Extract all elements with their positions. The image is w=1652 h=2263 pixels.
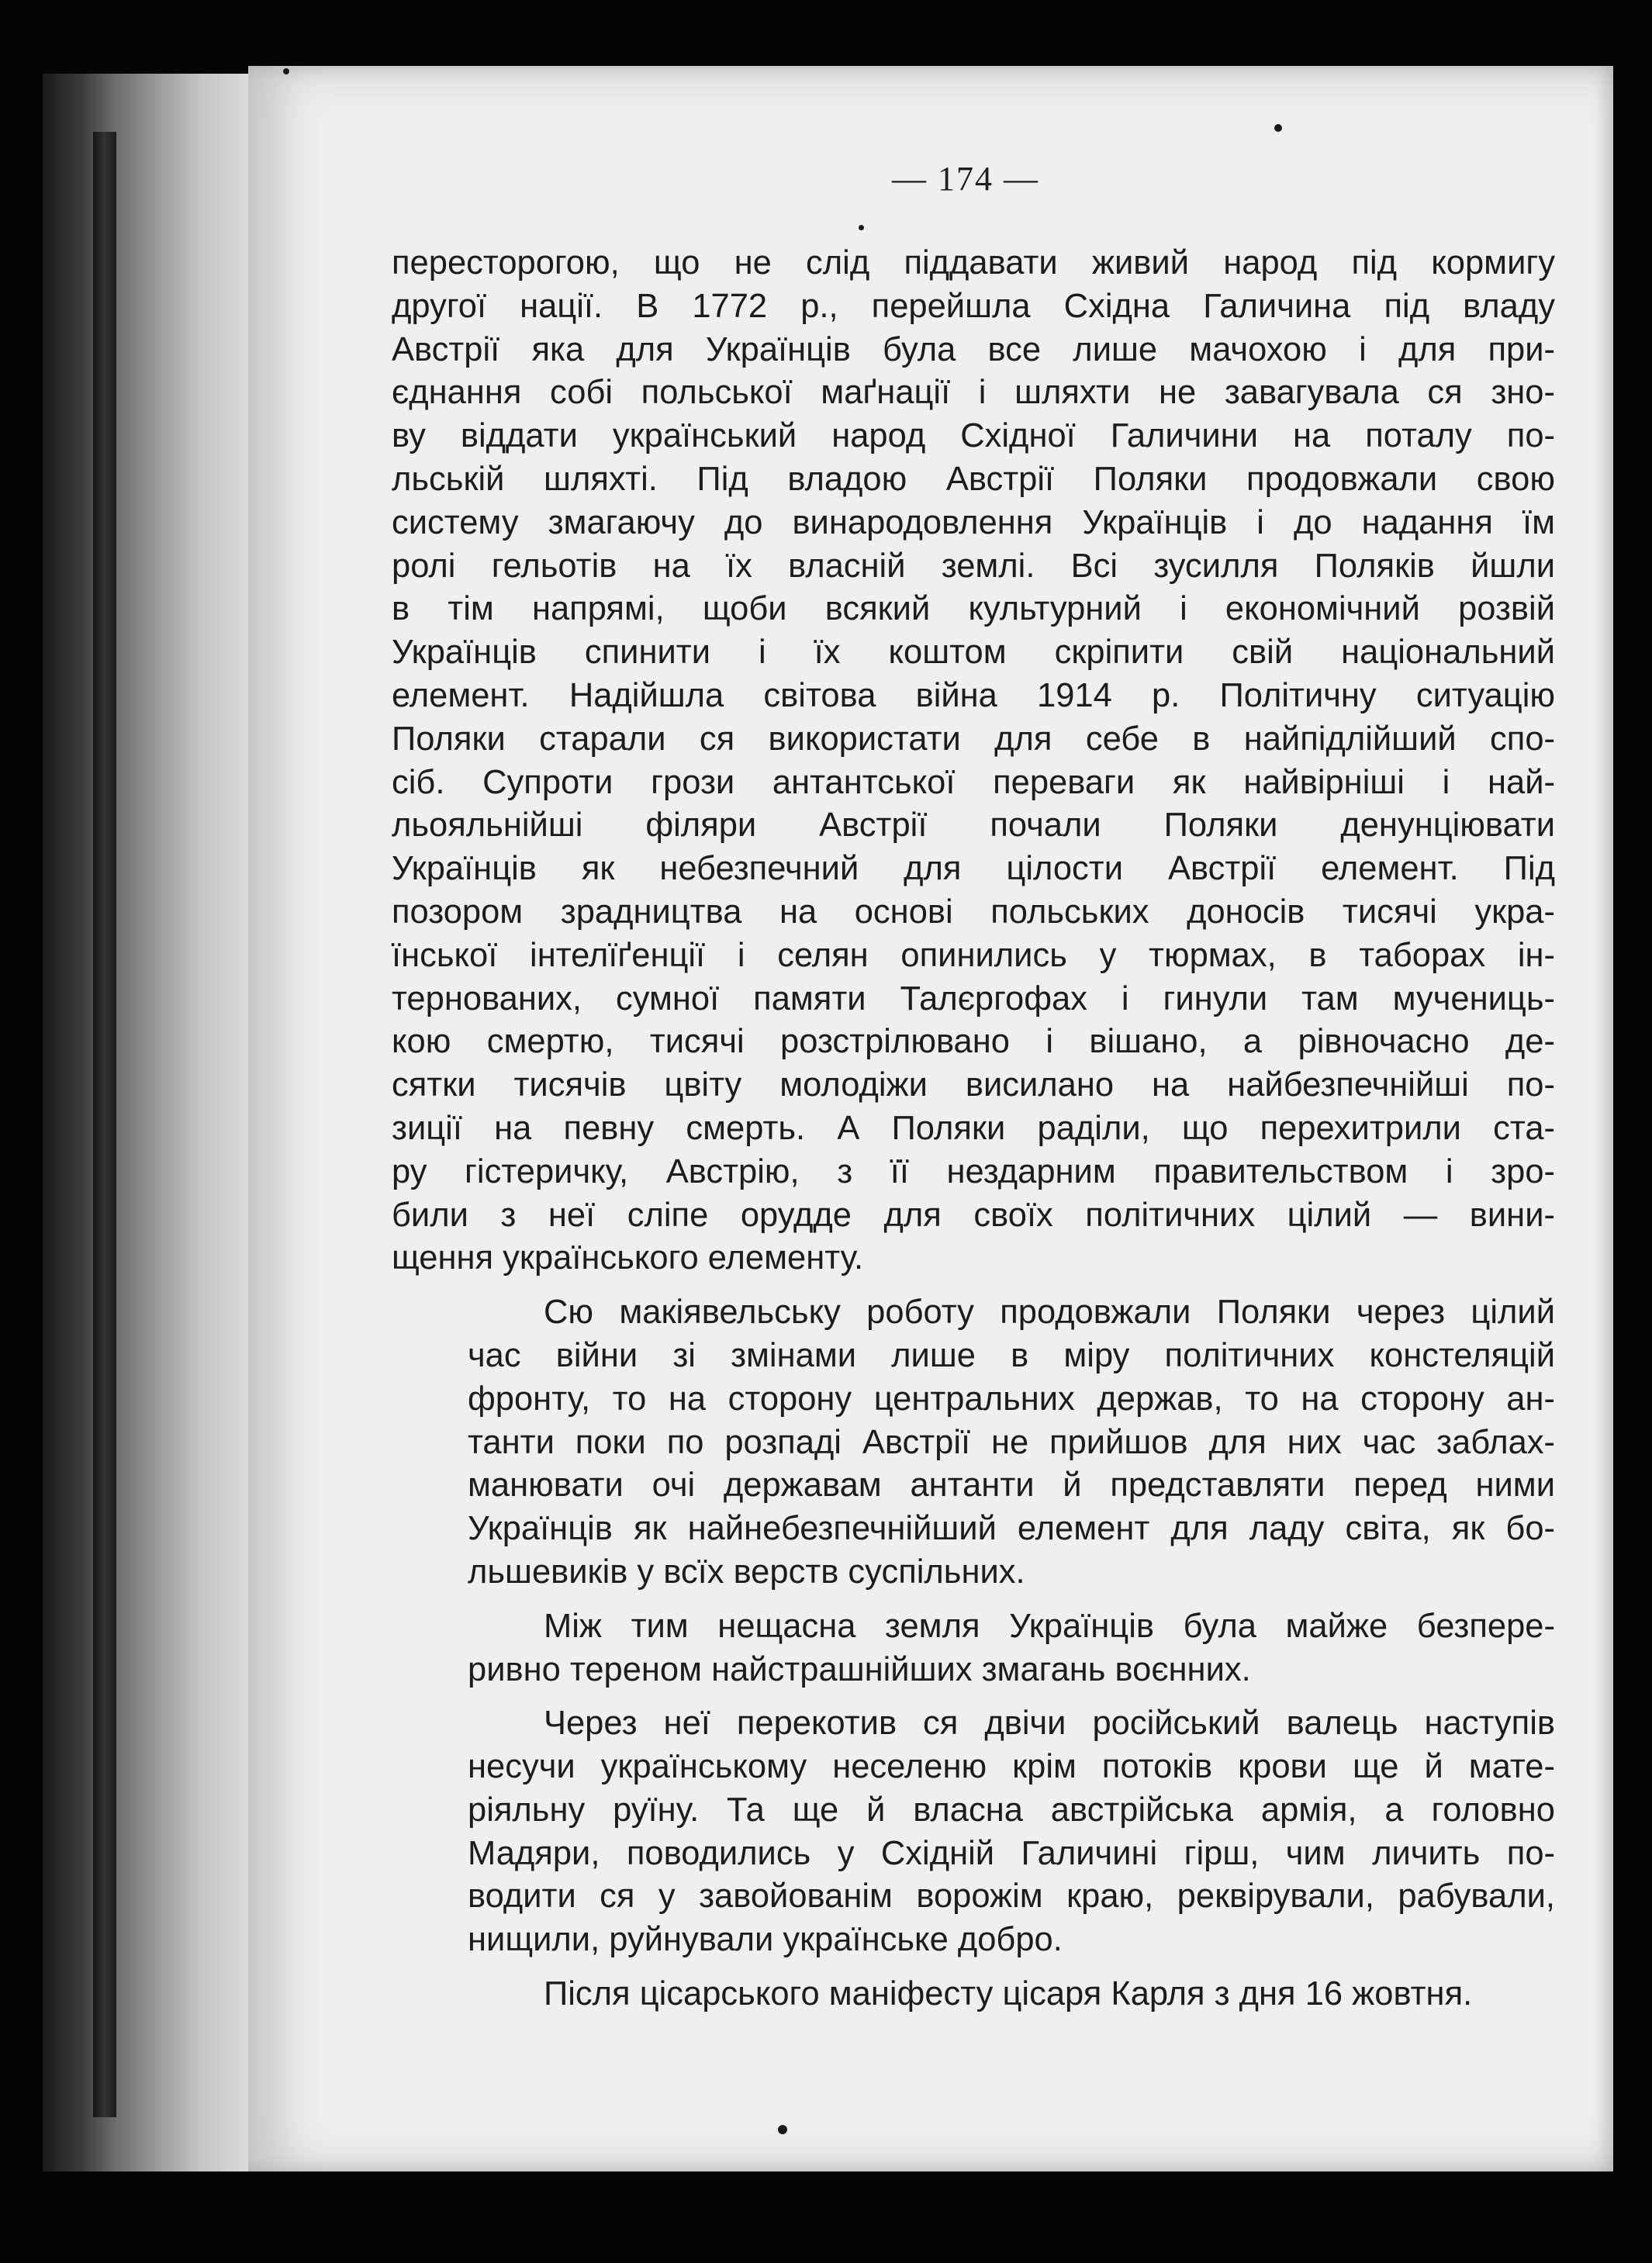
dust-speck <box>859 225 864 230</box>
text-line: єднання собі польської маґнації і шляхти не завагувала ся зно- <box>392 374 1555 412</box>
text-line: Українців як найнебезпечнійший елемент для ладу світа, як бо- <box>468 1510 1555 1548</box>
text-line: Українців як небезпечний для цілости Австрії елемент. Під <box>392 850 1555 888</box>
paragraph <box>392 1291 1555 1594</box>
text-line: Після цісарського маніфесту цісаря Карля з дня 16 жовтня. <box>544 1975 1473 2013</box>
text-line: ріяльну руїну. Та ще й власна австрійська армія, а головно <box>468 1791 1555 1829</box>
text-line: в тім напрямі, щоби всякий культурний і економічний розвій <box>392 590 1555 628</box>
paragraph <box>392 1605 1555 1692</box>
text-line: елемент. Надійшла світова війна 1914 р. Політичну ситуацію <box>392 676 1555 714</box>
text-line: льшевиків у всїх верств суспільних. <box>468 1553 1025 1591</box>
text-line: Мадяри, поводились у Східній Галичині гірш, чим личить по- <box>468 1834 1555 1872</box>
body-text <box>392 242 1555 2016</box>
paragraph <box>392 1702 1555 1962</box>
text-line: час війни зі змінами лише в міру політичних констеляцій <box>468 1336 1555 1374</box>
text-line: фронту, то на сторону центральних держав, то на сторону ан- <box>468 1380 1555 1418</box>
text-line: Українців спинити і їх коштом скріпити свій національний <box>392 634 1555 672</box>
text-line: Через неї перекотив ся двічи російський валець наступів <box>544 1705 1555 1743</box>
page-number: — 174 — <box>892 160 1039 198</box>
text-line: водити ся у завойованім ворожім краю, реквірували, рабували, <box>468 1878 1555 1916</box>
text-line: льояльнійші філяри Австрії почали Поляки денунціювати <box>392 807 1555 845</box>
text-line: систему змагаючу до винародовлення Українців і до надання їм <box>392 503 1555 541</box>
binding-shadow <box>93 132 116 2117</box>
dust-speck <box>283 68 289 74</box>
text-line: щення українського елементу. <box>392 1239 864 1277</box>
text-line: пересторогою, що не слід піддавати живий народ під кормигу <box>392 244 1555 282</box>
text-line: Поляки старали ся використати для себе в найпідлійший спо- <box>392 720 1555 758</box>
text-line: ривно тереном найстрашнійших змагань воєнних. <box>468 1650 1251 1688</box>
text-line: кою смертю, тисячі розстрілювано і вішано, а рівночасно де- <box>392 1023 1555 1061</box>
text-line: позором зрадництва на основі польських доносів тисячі укра- <box>392 893 1555 931</box>
text-line: танти поки по розпаді Австрії не прийшов для них час заблах- <box>468 1423 1555 1461</box>
text-line: льській шляхті. Під владою Австрії Поляки продовжали свою <box>392 460 1555 498</box>
paragraph <box>392 1973 1555 2016</box>
text-line: сятки тисячів цвіту молодіжи висилано на найбезпечнійші по- <box>392 1066 1555 1104</box>
text-line: ролі гельотів на їх власній землі. Всі зусилля Поляків йшли <box>392 547 1555 585</box>
text-line: їнської інтелїґенції і селян опинились у тюрмах, в таборах ін- <box>392 936 1555 974</box>
text-line: несучи українському неселеню крім потоків крови ще й мате- <box>468 1748 1555 1786</box>
dust-speck <box>1274 124 1282 132</box>
text-line: Сю макіявельську роботу продовжали Поляки через цілий <box>544 1294 1555 1332</box>
text-line: нищили, руйнували українське добро. <box>468 1921 1063 1959</box>
text-line: Між тим нещасна земля Українців була майже безпере- <box>544 1607 1555 1645</box>
text-line: манювати очі державам антанти й представляти перед ними <box>468 1467 1555 1505</box>
text-line: ру гістеричку, Австрію, з її нездарним правительством і зро- <box>392 1152 1555 1190</box>
text-line: ву віддати український народ Східної Галичини на поталу по- <box>392 417 1555 455</box>
book-binding <box>43 74 252 2171</box>
text-line: тернованих, сумної памяти Талєргофах і гинули там мучениць- <box>392 979 1555 1017</box>
text-line: Австрії яка для Українців була все лише мачохою і для при- <box>392 330 1555 368</box>
text-line: сіб. Супроти грози антантської переваги як найвірніші і най- <box>392 763 1555 801</box>
text-line: другої нації. В 1772 р., перейшла Східна Галичина під владу <box>392 287 1555 325</box>
text-line: били з неї сліпе орудде для своїх політичних цілий — вини- <box>392 1196 1555 1234</box>
paragraph <box>392 242 1555 1280</box>
text-line: зиції на певну смерть. А Поляки раділи, що перехитрили ста- <box>392 1109 1555 1147</box>
dust-speck <box>778 2125 787 2134</box>
